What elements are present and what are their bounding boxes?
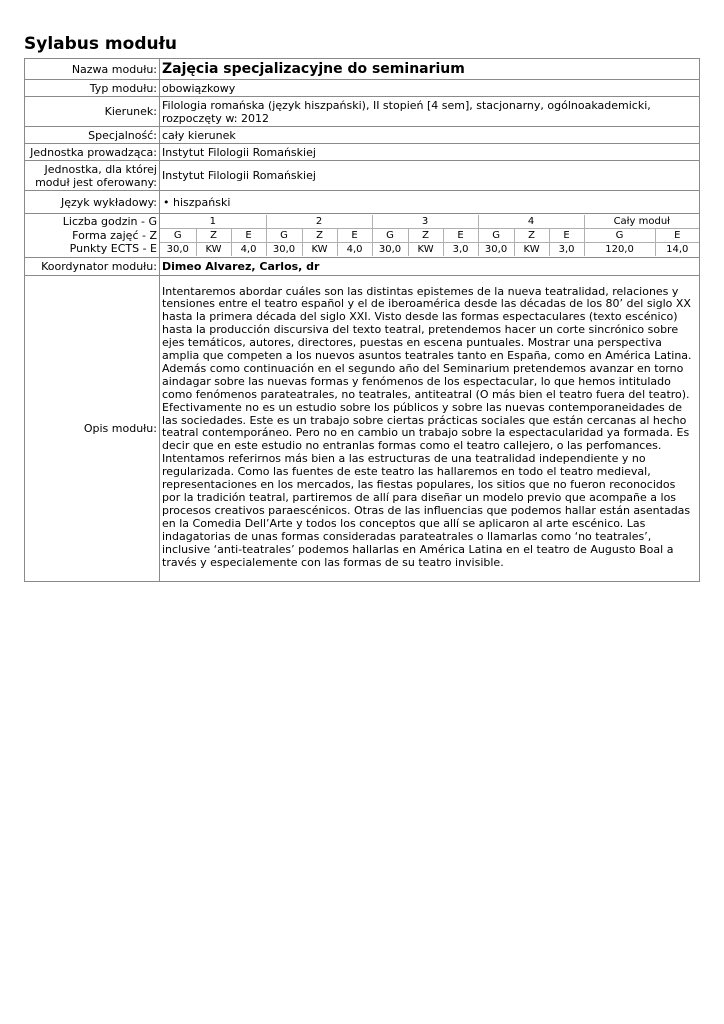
sub-header: E <box>337 228 372 242</box>
row-jednostka-oferujaca <box>25 161 700 191</box>
ects-value: 3,0 <box>443 242 478 256</box>
label-punkty-ects: Punkty ECTS - E <box>69 242 157 255</box>
total-hours-value: 120,0 <box>584 242 655 256</box>
sub-header: G <box>584 228 655 242</box>
value-specjalnosc: cały kierunek <box>160 127 700 144</box>
value-koordynator: Dimeo Alvarez, Carlos, dr <box>160 257 700 275</box>
label-specjalnosc: Specjalność: <box>25 127 160 144</box>
row-nazwa <box>25 59 700 80</box>
row-godziny <box>25 214 700 258</box>
label-forma-zajec: Forma zajęć - Z <box>72 228 157 242</box>
label-liczba-godzin: Liczba godzin - G <box>62 215 157 228</box>
hours-value: 30,0 <box>160 242 196 256</box>
label-nazwa: Nazwa modułu: <box>25 59 160 80</box>
hours-value: 30,0 <box>372 242 408 256</box>
row-opis <box>25 275 700 582</box>
value-typ: obowiązkowy <box>160 80 700 97</box>
syllabus-table <box>24 58 700 582</box>
sub-header: G <box>372 228 408 242</box>
label-jezyk: Język wykładowy: <box>25 191 160 214</box>
sub-header-row <box>160 228 699 242</box>
label-kierunek: Kierunek: <box>25 97 160 127</box>
semester-header: 3 <box>372 215 478 229</box>
ects-value: 4,0 <box>231 242 266 256</box>
value-nazwa: Zajęcia specjalizacyjne do seminarium <box>160 59 700 80</box>
label-godziny <box>25 214 160 258</box>
page-title: Sylabus modułu <box>24 34 178 54</box>
semester-header-row <box>160 215 699 229</box>
form-value: KW <box>514 242 549 256</box>
form-value: KW <box>302 242 337 256</box>
sub-header: G <box>266 228 302 242</box>
value-kierunek: Filologia romańska (język hiszpański), II stopień [4 sem], stacjonarny, ogólnoakademicki, rozpoczęty w: 2012 <box>160 97 700 127</box>
total-header: Cały moduł <box>584 215 699 229</box>
ects-value: 4,0 <box>337 242 372 256</box>
value-jednostka: Instytut Filologii Romańskiej <box>160 144 700 161</box>
row-jezyk <box>25 191 700 214</box>
value-jednostka-oferujaca: Instytut Filologii Romańskiej <box>160 161 700 191</box>
semester-header: 4 <box>478 215 584 229</box>
sub-header: G <box>478 228 514 242</box>
label-jednostka-oferujaca: Jednostka, dla której moduł jest oferowany: <box>25 161 160 191</box>
semester-header: 1 <box>160 215 266 229</box>
sub-header: Z <box>514 228 549 242</box>
form-value: KW <box>196 242 231 256</box>
sub-header: E <box>655 228 699 242</box>
value-jezyk <box>160 191 700 214</box>
sub-header: Z <box>196 228 231 242</box>
hours-grid <box>160 215 699 256</box>
values-row <box>160 242 699 256</box>
label-koordynator: Koordynator modułu: <box>25 257 160 275</box>
label-typ: Typ modułu: <box>25 80 160 97</box>
row-specjalnosc <box>25 127 700 144</box>
language-item: hiszpański <box>173 195 231 209</box>
label-opis: Opis modułu: <box>25 275 160 582</box>
sub-header: Z <box>408 228 443 242</box>
sub-header: E <box>443 228 478 242</box>
ects-value: 3,0 <box>549 242 584 256</box>
sub-header: E <box>231 228 266 242</box>
row-jednostka <box>25 144 700 161</box>
semester-header: 2 <box>266 215 372 229</box>
sub-header: G <box>160 228 196 242</box>
hours-grid-cell <box>160 214 700 258</box>
value-opis: Intentaremos abordar cuáles son las distintas epistemes de la nueva teatralidad, relaciones y tensiones entre el teatro español y el de iberoamérica desde las décadas de los 80’ del siglo XX hasta la primera década del siglo XXI. Visto desde las formas espectaculares (texto escénico) hasta la producción discursiva del texto teatral, pretendemos hacer un corte sincrónico sobre ejes temáticos, autores, directores, puestas en escena puntuales. Mostrar una perspectiva amplia que competen a los nuevos asuntos teatrales tanto en España, como en América Latina. Además como continuación en el segundo año del Seminarium pretendemos avanzar en torno aindagar sobre las nuevas formas y fenómenos de los espectacular, lo que hemos intitulado como fenómenos parateatrales, no teatrales, antiteatral (O más bien el teatro fuera del teatro). Efectivamente no es un estudio sobre los públicos y sobre las nuevas contemporaneidades de las sociedades. Este es un trabajo sobre ciertas prácticas sociales que están cercanas al hecho teatral contemporáneo. Pero no en cambio un trabajo sobre la espectacularidad ya formada. Es decir que en este estudio no entranlas formas como el teatro callejero, o las perfomances. Intentamos referirnos más bien a las estructuras de una teatralidad independiente y no regularizada. Como las fuentes de este teatro las hallaremos en todo el teatro medieval, representaciones en los mercados, las fiestas populares, los sitios que no fueron reconocidos por la tradición teatral, partiremos de allí para diseñar un modelo previo que acompañe a los procesos creativos paraescénicos. Otras de las influencias que podemos hallar están asentadas en la Comedia Dell’Arte y todos los conceptos que allí se aplicaron al arte escénico. Las indagatorias de unas formas consideradas parateatrales o llamarlas como ‘no teatrales’, inclusive ‘anti-teatrales’ podemos hallarlas en América Latina en el teatro de Augusto Boal a través y especialemente con las formas de su teatro invisible. <box>160 275 700 582</box>
hours-value: 30,0 <box>478 242 514 256</box>
hours-value: 30,0 <box>266 242 302 256</box>
row-typ <box>25 80 700 97</box>
row-koordynator <box>25 257 700 275</box>
sub-header: E <box>549 228 584 242</box>
row-kierunek <box>25 97 700 127</box>
bullet-icon: • <box>163 195 170 209</box>
label-jednostka: Jednostka prowadząca: <box>25 144 160 161</box>
total-ects-value: 14,0 <box>655 242 699 256</box>
form-value: KW <box>408 242 443 256</box>
sub-header: Z <box>302 228 337 242</box>
